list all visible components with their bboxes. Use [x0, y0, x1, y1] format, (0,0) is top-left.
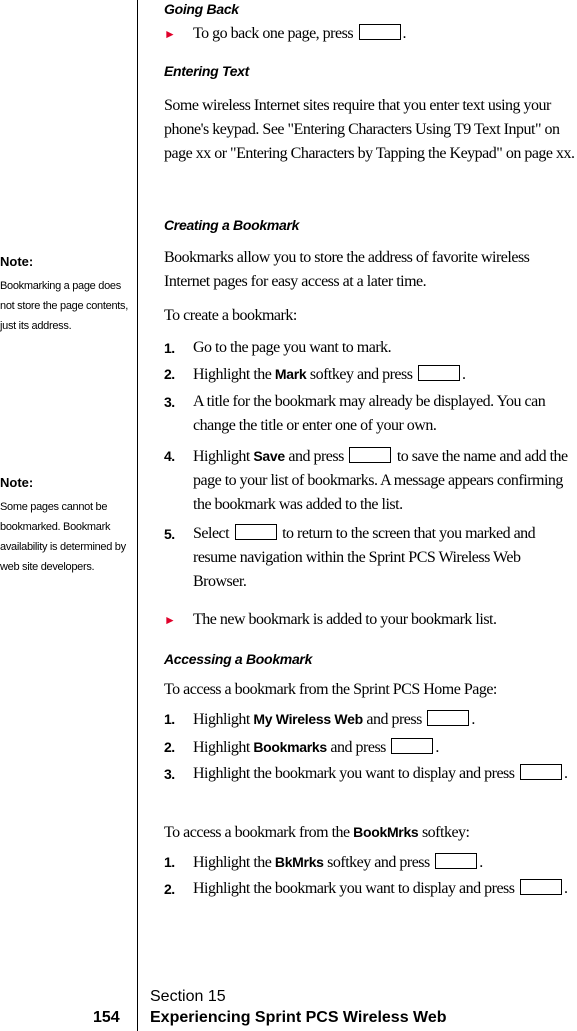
ok-key-icon	[520, 879, 562, 895]
side-note-bookmark-storage	[0, 254, 132, 336]
ok-key-icon	[418, 365, 460, 381]
intro-create-bookmark: To create a bookmark:	[164, 307, 297, 324]
ok-key-icon	[427, 710, 469, 726]
bullet-arrow-icon: ►	[164, 27, 176, 41]
ok-key-icon	[349, 447, 391, 463]
step-5: 5. Select to return to the screen that you marked and resume navigation within the Sprint PCS Wireless Web Browser.	[164, 525, 536, 590]
heading-accessing-bookmark: Accessing a Bookmark	[164, 651, 313, 667]
footer-page-number: 154	[93, 1009, 120, 1026]
step-4: 4. Highlight Save and press to save the name and add the page to your list of bookmarks. A message appears confirming the bookmark was added to the list.	[164, 448, 568, 513]
side-note-bookmark-availability	[0, 475, 132, 577]
bullet-arrow-icon: ►	[164, 613, 176, 627]
my-wireless-web-label: My Wireless Web	[253, 711, 363, 727]
margin-rule	[137, 0, 138, 1031]
save-label: Save	[253, 448, 285, 464]
note-body: Bookmarking a page does not store the page contents, just its address.	[0, 280, 128, 332]
heading-entering-text: Entering Text	[164, 63, 250, 79]
footer-section: Section 15	[150, 988, 226, 1005]
intro-access-softkey: To access a bookmark from the BookMrks softkey:	[164, 824, 470, 841]
intro-access-home: To access a bookmark from the Sprint PCS Home Page:	[164, 681, 497, 698]
back-key-icon	[359, 24, 401, 40]
access-step-1: 1. Highlight My Wireless Web and press .	[164, 711, 475, 728]
step-3: 3. A title for the bookmark may already be displayed. You can change the title or enter one of your own.	[164, 393, 546, 434]
access-step-2: 2. Highlight Bookmarks and press .	[164, 739, 439, 756]
step-1: 1. Go to the page you want to mark.	[164, 339, 392, 356]
footer-title: Experiencing Sprint PCS Wireless Web	[150, 1009, 447, 1026]
heading-creating-bookmark: Creating a Bookmark	[164, 217, 300, 233]
bullet-result: ► The new bookmark is added to your bookmark list.	[164, 608, 576, 632]
bkmrks-softkey-label: BkMrks	[274, 854, 324, 870]
ok-key-icon	[235, 524, 277, 540]
step-2: 2. Highlight the Mark softkey and press .	[164, 366, 466, 383]
softkey-step-2: 2. Highlight the bookmark you want to display and press .	[164, 880, 568, 897]
access-step-3: 3. Highlight the bookmark you want to display and press .	[164, 765, 568, 782]
paragraph-creating-bookmark: Bookmarks allow you to store the address of favorite wireless Internet pages for easy access at a later time.	[164, 249, 530, 290]
bookmrks-softkey-label: BookMrks	[353, 824, 419, 840]
note-title: Note:	[0, 254, 34, 269]
note-body: Some pages cannot be bookmarked. Bookmark availability is determined by web site developers.	[0, 501, 126, 573]
heading-going-back: Going Back	[164, 1, 239, 17]
softkey-step-1: 1. Highlight the BkMrks softkey and press .	[164, 854, 483, 871]
note-title: Note:	[0, 475, 34, 490]
ok-key-icon	[435, 853, 477, 869]
bullet-go-back: ► To go back one page, press .	[164, 22, 576, 46]
mark-softkey-label: Mark	[274, 366, 307, 382]
bookmarks-label: Bookmarks	[253, 739, 327, 755]
ok-key-icon	[391, 738, 433, 754]
ok-key-icon	[520, 764, 562, 780]
paragraph-entering-text: Some wireless Internet sites require that you enter text using your phone's keypad. See "Entering Characters Using T9 Text Input" on page xx or "Entering Characters by Tapping the Keypad" on page xx.	[164, 97, 575, 162]
